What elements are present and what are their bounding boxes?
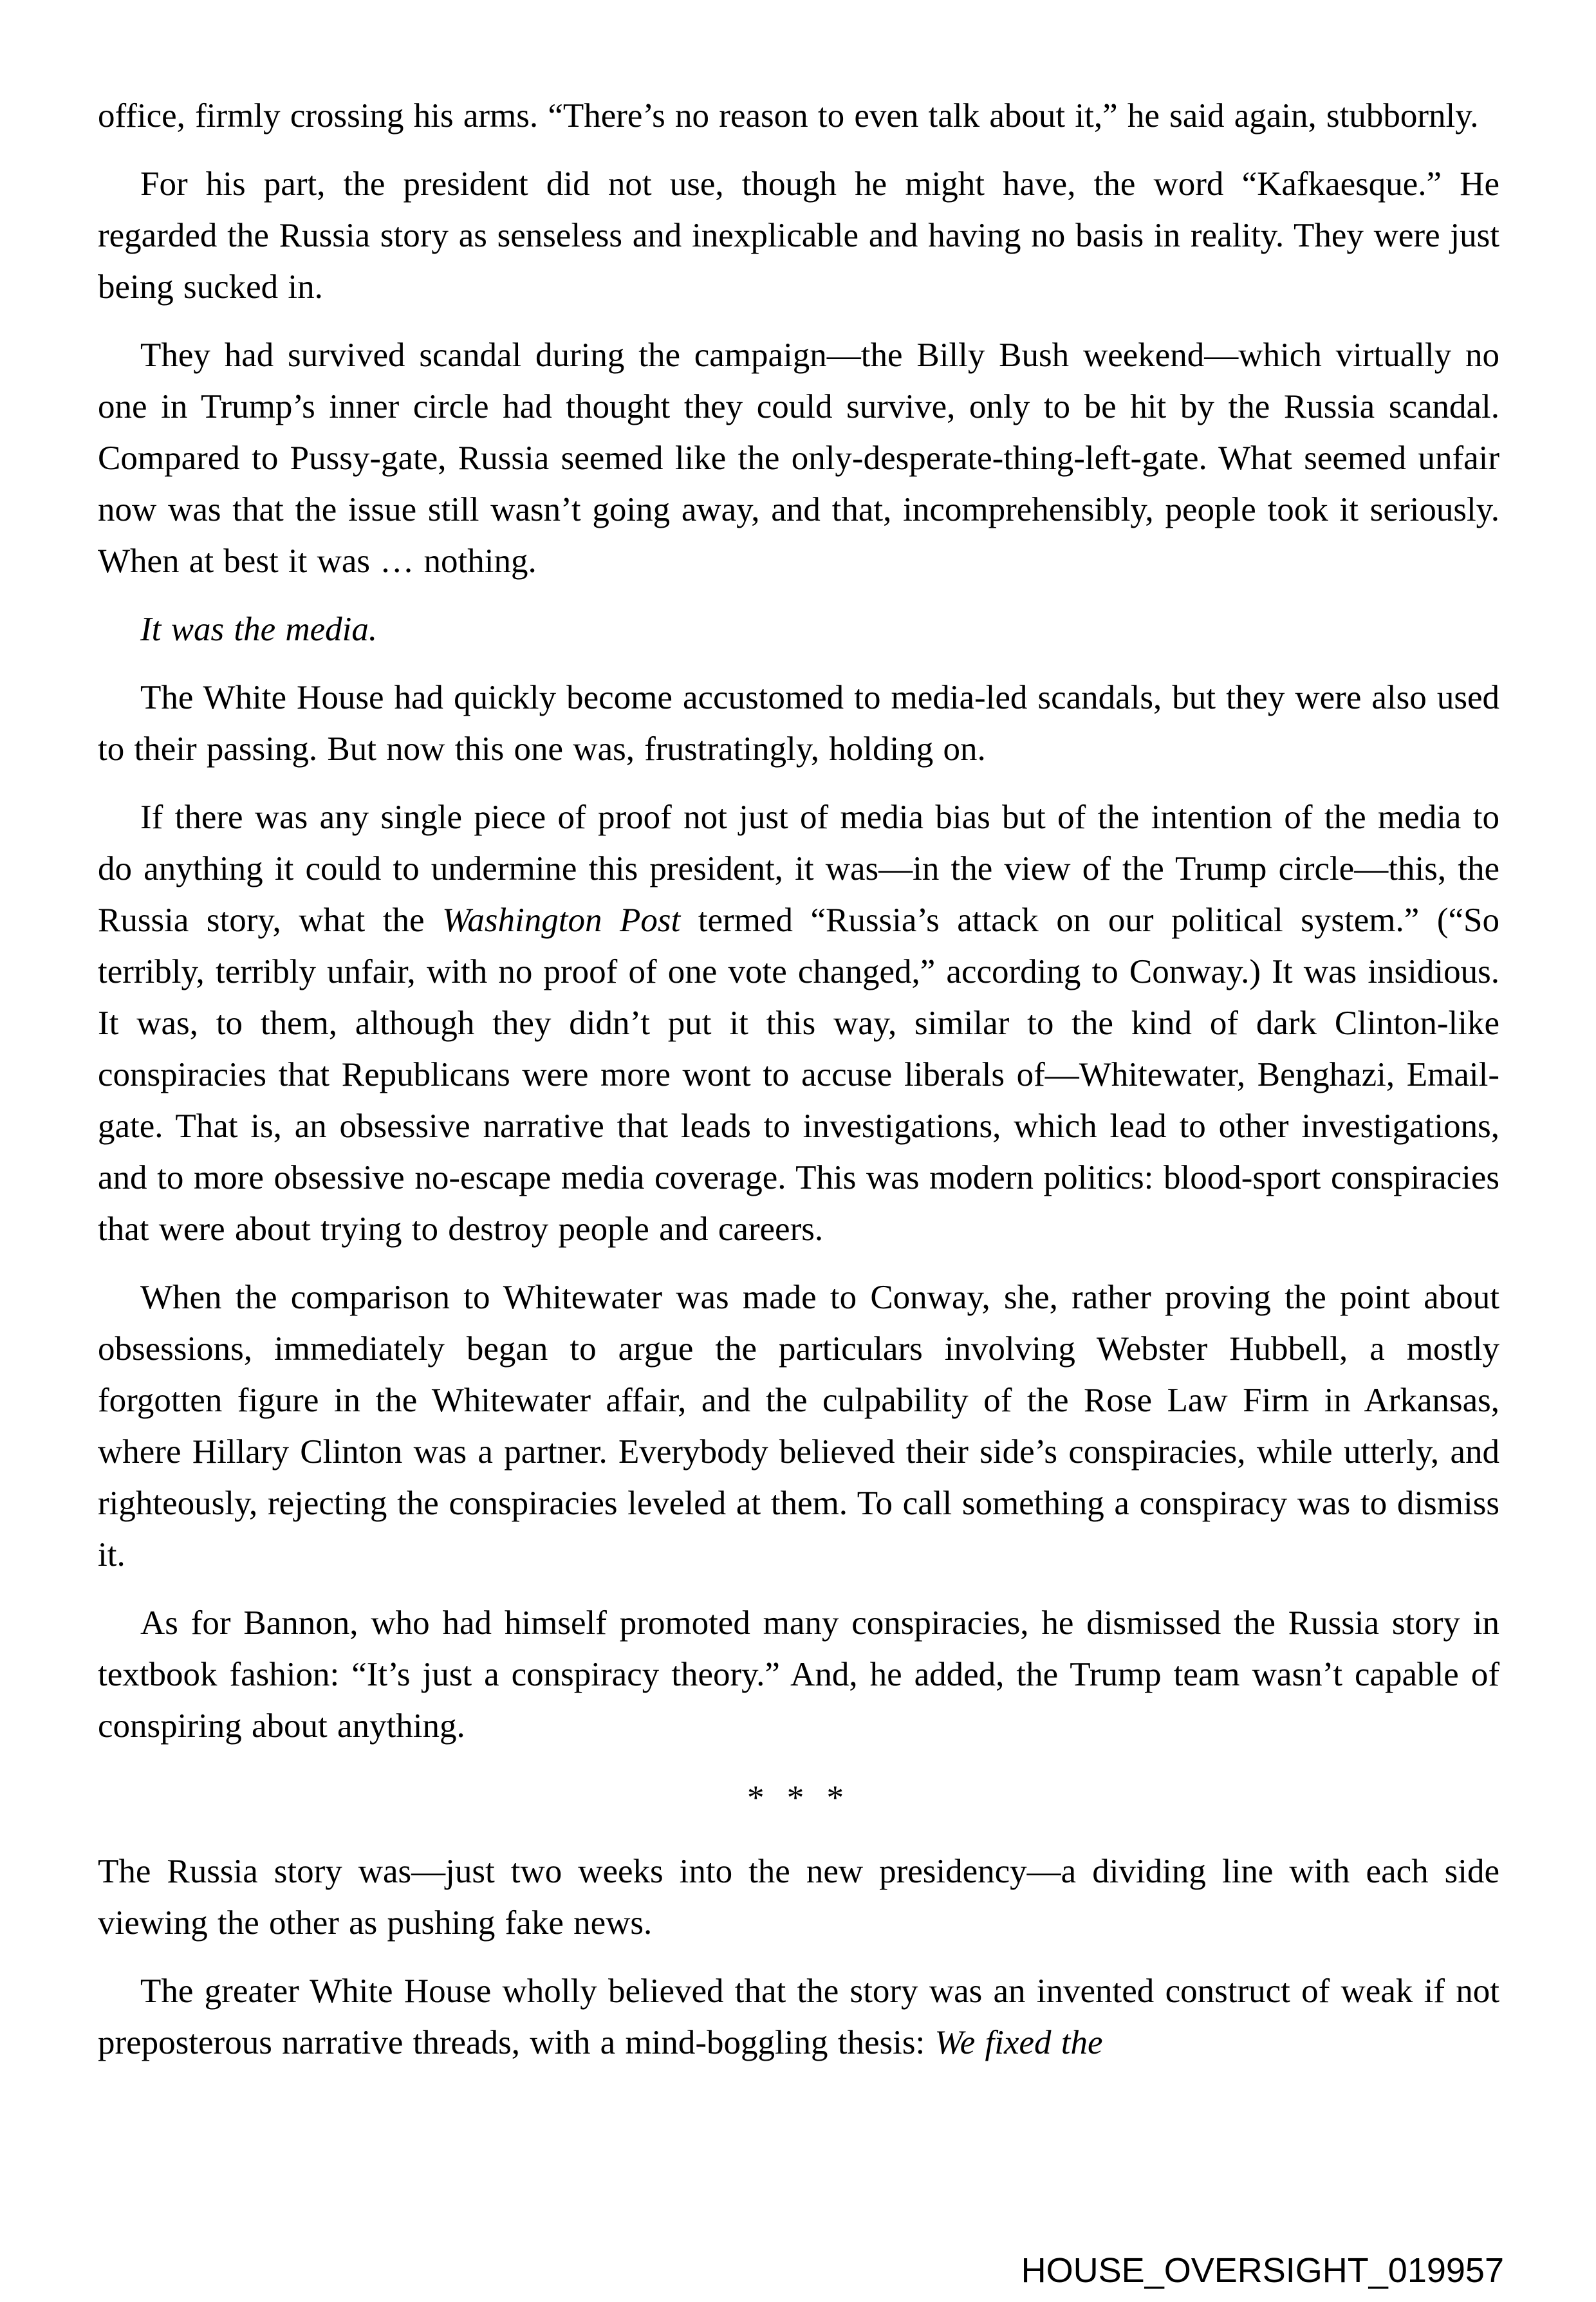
paragraph-media-led-scandals <box>98 672 1499 775</box>
paragraph-it-was-the-media <box>98 604 1499 655</box>
paragraph-media-bias <box>98 792 1499 1255</box>
text-segment: The White House had quickly become accustomed to media-led scandals, but they were also used to their passing. But now this one was, frustratingly, holding on. <box>98 679 1499 768</box>
text-segment: As for Bannon, who had himself promoted many conspiracies, he dismissed the Russia story in textbook fashion: “It’s just a conspiracy theory.” And, he added, the Trump team wasn’t capable of conspiring about anything. <box>98 1604 1499 1745</box>
text-segment: Washington Post <box>442 902 681 939</box>
text-segment: For his part, the president did not use, though he might have, the word “Kafkaesque.” He regarded the Russia story as senseless and inexplicable and having no basis in reality. They were just being sucked in. <box>98 165 1499 306</box>
bates-stamp: HOUSE_OVERSIGHT_019957 <box>1021 2251 1504 2290</box>
paragraph-dividing-line <box>98 1846 1499 1949</box>
text-segment: * * * <box>747 1779 850 1817</box>
paragraph-bannon-conspiracy <box>98 1597 1499 1752</box>
text-segment: The Russia story was—just two weeks into the new presidency—a dividing line with each side viewing the other as pushing fake news. <box>98 1853 1499 1942</box>
text-segment: We fixed the <box>934 2024 1103 2061</box>
text-segment: office, firmly crossing his arms. “There’s no reason to even talk about it,” he said again, stubbornly. <box>98 97 1479 135</box>
text-segment: They had survived scandal during the campaign—the Billy Bush weekend—which virtually no one in Trump’s inner circle had thought they could survive, only to be hit by the Russia scandal. Compared to Pussy-gate, Russia seemed like the only-desperate-thing-left-gate. What seemed unfair now was that the issue still wasn’t going away, and that, incomprehensibly, people took it seriously. When at best it was … nothing. <box>98 337 1499 580</box>
paragraph-survived-scandal <box>98 330 1499 587</box>
text-segment: It was the media. <box>140 611 378 648</box>
text-segment: When the comparison to Whitewater was made to Conway, she, rather proving the point about obsessions, immediately began to argue the particulars involving Webster Hubbell, a mostly forgotten figure in the Whitewater affair, and the culpability of the Rose Law Firm in Arkansas, where Hillary Clinton was a partner. Everybody believed their side’s conspiracies, while utterly, and righteously, rejecting the conspiracies leveled at them. To call something a conspiracy was to dismiss it. <box>98 1279 1499 1573</box>
page-body <box>98 90 1499 2085</box>
paragraph-kafkaesque <box>98 158 1499 313</box>
text-segment: termed “Russia’s attack on our political system.” (“So terribly, terribly unfair, with no proof of one vote changed,” according to Conway.) It was insidious. It was, to them, although they didn’t put it this way, similar to the kind of dark Clinton-like conspiracies that Republicans were more wont to accuse liberals of—Whitewater, Benghazi, Email-gate. That is, an obsessive narrative that leads to investigations, which lead to other investigations, and to more obsessive no-escape media coverage. This was modern politics: blood-sport conspiracies that were about trying to destroy people and careers. <box>98 902 1499 1248</box>
section-break <box>98 1772 1499 1824</box>
text-segment: The greater White House wholly believed that the story was an invented construct of weak if not preposterous narrative threads, with a mind-boggling thesis: <box>98 1972 1499 2061</box>
paragraph-invented-construct <box>98 1965 1499 2068</box>
text-segment: If there was any single piece of proof not just of media bias but of the intention of the media to do anything it could to undermine this president, it was—in the view of the Trump circle—this, the Russia story, what the <box>98 799 1499 939</box>
paragraph-continuation <box>98 90 1499 142</box>
paragraph-whitewater-conway <box>98 1272 1499 1581</box>
